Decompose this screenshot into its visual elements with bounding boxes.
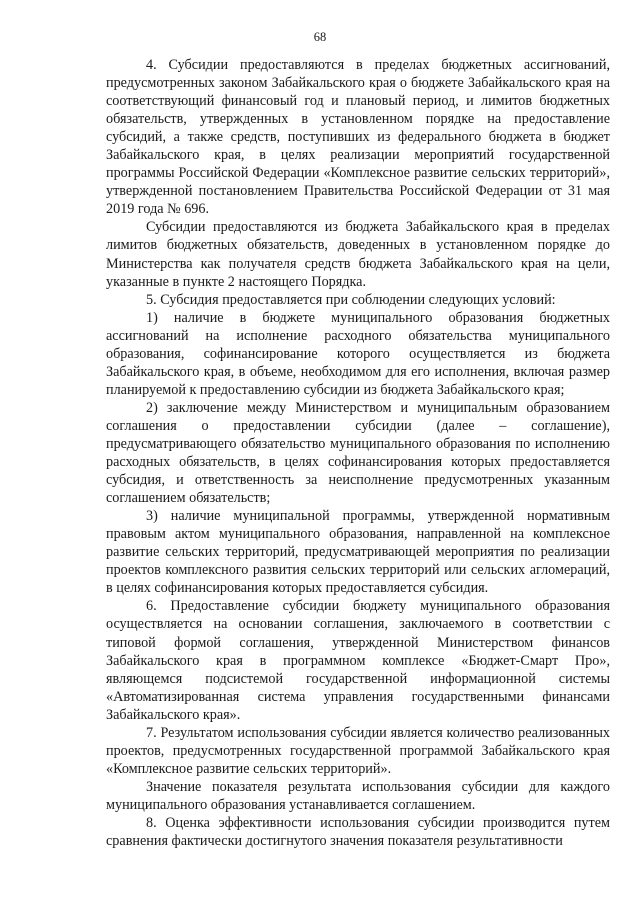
paragraph-8-evaluation: 8. Оценка эффективности использования субсидии производится путем сравнения фактически достигнутого значения показателя результативности (106, 814, 610, 850)
paragraph-7-result: 7. Результатом использования субсидии является количество реализованных проектов, предусмотренных государственной программой Забайкальского края «Комплексное развитие сельских территорий». (106, 724, 610, 777)
paragraph-6-agreement: 6. Предоставление субсидии бюджету муниципального образования осуществляется на основании соглашения, заключаемого в соответствии с типовой формой соглашения, утвержденной Министерством финансов Забайкальского края в программном комплексе «Бюджет-Смарт Про», являющемся подсистемой государственной информационной системы «Автоматизированная система управления государственными финансами Забайкальского края». (106, 598, 610, 723)
paragraph-4-subsidies-limits: 4. Субсидии предоставляются в пределах бюджетных ассигнований, предусмотренных законом Забайкальского края о бюджете Забайкальского края на соответствующий финансовый год и плановый период, и лимитов бюджетных обязательств, утвержденных в установленном порядке на предоставление субсидий, а также средств, поступивших из федерального бюджета в бюджет Забайкальского края, в целях реализации мероприятий государственной программы Российской Федерации «Комплексное развитие сельских территорий», утвержденной постановлением Правительства Российской Федерации от 31 мая 2019 года № 696. (106, 57, 610, 218)
paragraph-subsidies-source: Субсидии предоставляются из бюджета Забайкальского края в пределах лимитов бюджетных обязательств, доведенных в установленном порядке до Министерства как получателя средств бюджета Забайкальского края на цели, указанные в пункте 2 настоящего Порядка. (106, 219, 610, 290)
document-body (106, 56, 610, 850)
page-number: 68 (313, 30, 327, 44)
condition-2: 2) заключение между Министерством и муниципальным образованием соглашения о предоставлении субсидии (далее – соглашение), предусматривающего обязательство муниципального образования по исполнению расходных обязательств, в целях софинансирования которых предоставляется субсидия, и ответственность за неисполнение предусмотренных указанным соглашением обязательств; (106, 399, 610, 507)
paragraph-5-conditions: 5. Субсидия предоставляется при соблюдении следующих условий: (146, 291, 556, 308)
paragraph-result-value: Значение показателя результата использования субсидии для каждого муниципального образования устанавливается соглашением. (106, 778, 610, 813)
condition-1: 1) наличие в бюджете муниципального образования бюджетных ассигнований на исполнение расходного обязательства муниципального образования, софинансирование которого осуществляется из бюджета Забайкальского края, в объеме, необходимом для его исполнения, включая размер планируемой к предоставлению субсидии из бюджета Забайкальского края; (106, 309, 610, 398)
condition-3: 3) наличие муниципальной программы, утвержденной нормативным правовым актом муниципального образования, направленной на комплексное развитие сельских территорий, предусматривающей мероприятия по реализации проектов комплексного развития сельских территорий или сельских агломераций, в целях софинансирования которых предоставляется субсидия. (106, 508, 610, 597)
